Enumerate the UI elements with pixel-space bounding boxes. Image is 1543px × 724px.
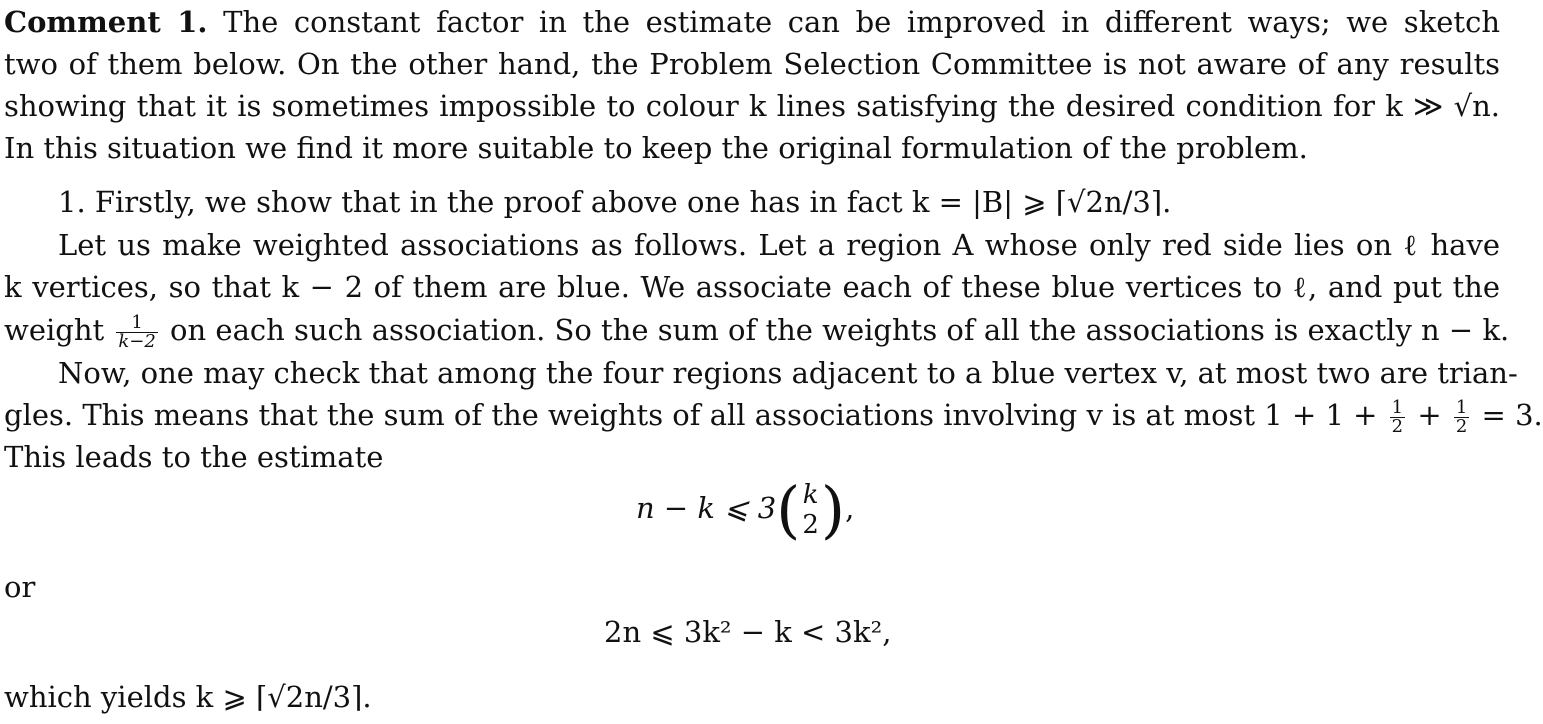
item1-para2-line3: This leads to the estimate <box>4 440 384 474</box>
or-word: or <box>4 570 36 604</box>
comment-line-3: showing that it is sometimes impossible to colour k lines satisfying the desired condition for k ≫ √n. <box>4 89 1500 123</box>
equation-1-tail: , <box>845 491 855 525</box>
binomial-top: k <box>802 480 819 510</box>
para2-line2-pre: gles. This means that the sum of the weights of all associations involving v is at most 1 + 1 + <box>4 398 1378 432</box>
equation-1-left: n − k ⩽ 3 <box>636 491 777 525</box>
comment-line-2: two of them below. On the other hand, the Problem Selection Committee is not aware of any results <box>4 47 1500 81</box>
para2-line2-post: = 3. <box>1481 398 1543 432</box>
item1-lead: 1. Firstly, we show that in the proof above one has in fact k = |B| ⩾ ⌈√2n/3⌉. <box>58 185 1172 219</box>
equation-2: 2n ⩽ 3k² − k < 3k², <box>604 615 892 649</box>
binomial-bottom: 2 <box>802 510 819 540</box>
plus-sign: + <box>1417 398 1442 432</box>
half-fraction-1-numerator: 1 <box>1391 396 1404 418</box>
item1-para2-line1: Now, one may check that among the four regions adjacent to a blue vertex v, at most two are trian- <box>58 356 1518 390</box>
weight-rest: on each such association. So the sum of the weights of all the associations is exactly n − k. <box>170 313 1510 347</box>
weight-fraction <box>116 311 157 352</box>
half-fraction-2-denominator: 2 <box>1455 415 1468 437</box>
item1-para2-line2 <box>4 395 1543 437</box>
comment-line-4: In this situation we find it more suitable to keep the original formulation of the problem. <box>4 131 1308 165</box>
binomial-close-paren: ) <box>820 473 846 546</box>
comment-line-1 <box>4 2 1500 42</box>
binomial-open-paren: ( <box>776 473 801 546</box>
comment-heading: Comment 1. <box>4 5 208 39</box>
half-fraction-2-numerator: 1 <box>1455 396 1468 418</box>
binomial-coefficient <box>776 470 845 550</box>
half-fraction-2 <box>1454 396 1469 437</box>
half-fraction-1 <box>1390 396 1405 437</box>
binomial-stack <box>802 480 819 540</box>
item1-para1-line2: k vertices, so that k − 2 of them are blue. We associate each of these blue vertices to ℓ, and put the <box>4 270 1500 304</box>
weight-fraction-numerator: 1 <box>116 314 157 333</box>
weight-fraction-denominator: k−2 <box>118 330 156 352</box>
conclusion-line: which yields k ⩾ ⌈√2n/3⌉. <box>4 680 372 714</box>
item1-weight-line <box>4 310 1510 352</box>
half-fraction-1-denominator: 2 <box>1391 415 1404 437</box>
equation-1 <box>636 470 854 550</box>
weight-word: weight <box>4 313 105 347</box>
item1-para1-line1: Let us make weighted associations as follows. Let a region A whose only red side lies on ℓ have <box>58 228 1500 262</box>
comment-text-1: The constant factor in the estimate can be improved in different ways; we sketch <box>223 5 1501 39</box>
